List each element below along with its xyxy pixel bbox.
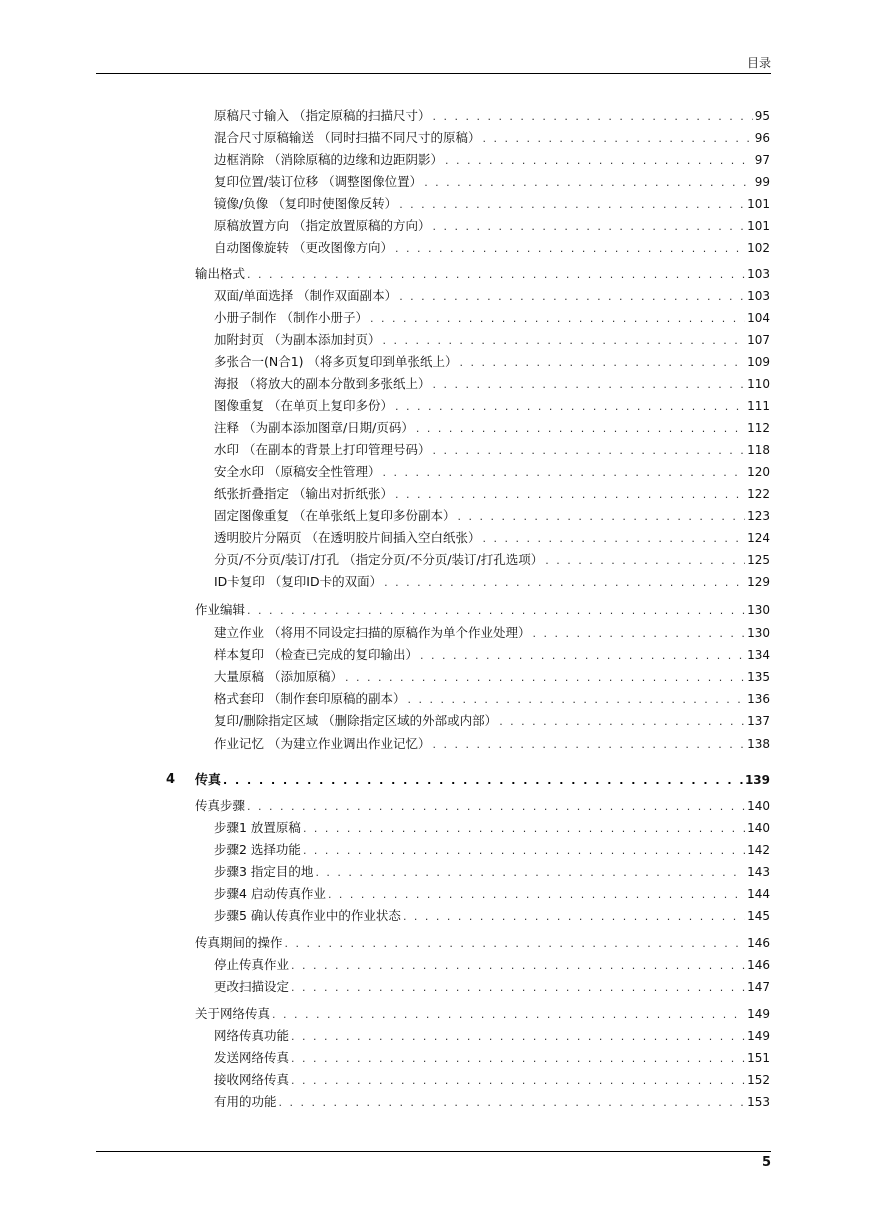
- toc-entry[interactable]: 作业记忆 （为建立作业调出作业记忆） . . . 138: [214, 736, 770, 753]
- toc-entry[interactable]: 步骤1 放置原稿 . . . 140: [214, 820, 770, 837]
- toc-entry[interactable]: 建立作业 （将用不同设定扫描的原稿作为单个作业处理） . . . 130: [214, 625, 770, 642]
- toc-entry[interactable]: 小册子制作 （制作小册子） . . . 104: [214, 310, 770, 327]
- page-ref: 139: [744, 773, 770, 787]
- page-ref: 101: [747, 197, 770, 211]
- leader-dots: [482, 531, 745, 547]
- page-ref: 101: [747, 219, 770, 233]
- page-ref: 118: [747, 443, 770, 457]
- toc-entry[interactable]: 自动图像旋转 （更改图像方向） . . . 102: [214, 240, 770, 257]
- leader-dots: [432, 109, 752, 125]
- page-ref: 151: [747, 1051, 770, 1065]
- leader-dots: [328, 887, 745, 903]
- toc-entry[interactable]: 分页/不分页/装订/打孔 （指定分页/不分页/装订/打孔选项） . . . 125: [214, 552, 770, 569]
- leader-dots: [223, 773, 743, 789]
- page-ref: 111: [747, 399, 770, 413]
- toc-section-network-fax[interactable]: 关于网络传真 . . . 149: [195, 1006, 770, 1023]
- toc-entry[interactable]: 复印位置/装订位移 （调整图像位置） . . . 99: [214, 174, 770, 191]
- toc-entry[interactable]: 混合尺寸原稿输送 （同时扫描不同尺寸的原稿） . . . 96: [214, 130, 770, 147]
- toc-entry[interactable]: 水印 （在副本的背景上打印管理号码） . . . 118: [214, 442, 770, 459]
- toc-entry[interactable]: 有用的功能 . . . 153: [214, 1094, 770, 1111]
- toc-entry[interactable]: 更改扫描设定 . . . 147: [214, 979, 770, 996]
- leader-dots: [272, 1007, 745, 1023]
- page-ref: 149: [747, 1029, 770, 1043]
- page-number: 5: [761, 1155, 771, 1170]
- leader-dots: [291, 1029, 745, 1045]
- leader-dots: [382, 465, 745, 481]
- leader-dots: [291, 958, 745, 974]
- leader-dots: [545, 553, 745, 569]
- leader-dots: [247, 799, 745, 815]
- leader-dots: [407, 692, 745, 708]
- leader-dots: [432, 443, 745, 459]
- leader-dots: [345, 670, 745, 686]
- leader-dots: [499, 714, 745, 730]
- page-ref: 137: [747, 714, 770, 728]
- leader-dots: [420, 648, 745, 664]
- leader-dots: [285, 936, 746, 952]
- leader-dots: [315, 865, 745, 881]
- leader-dots: [457, 509, 745, 525]
- toc-entry[interactable]: 海报 （将放大的副本分散到多张纸上） . . . 110: [214, 376, 770, 393]
- page-ref: 146: [747, 958, 770, 972]
- footer-rule: [96, 1151, 771, 1152]
- page-ref: 125: [747, 553, 770, 567]
- leader-dots: [395, 241, 745, 257]
- page-ref: 142: [747, 843, 770, 857]
- toc-entry[interactable]: 步骤4 启动传真作业 . . . 144: [214, 886, 770, 903]
- toc-entry[interactable]: 复印/删除指定区域 （删除指定区域的外部或内部） . . . 137: [214, 713, 770, 730]
- page-ref: 124: [747, 531, 770, 545]
- page-ref: 138: [747, 737, 770, 751]
- leader-dots: [247, 603, 745, 619]
- page-ref: 130: [747, 626, 770, 640]
- toc-entry[interactable]: 注释 （为副本添加图章/日期/页码） . . . 112: [214, 420, 770, 437]
- toc-entry[interactable]: 安全水印 （原稿安全性管理） . . . 120: [214, 464, 770, 481]
- page-ref: 136: [747, 692, 770, 706]
- toc-section-fax-steps[interactable]: 传真步骤 . . . 140: [195, 798, 770, 815]
- leader-dots: [395, 487, 745, 503]
- leader-dots: [424, 175, 753, 191]
- leader-dots: [532, 626, 745, 642]
- leader-dots: [370, 311, 745, 327]
- page-ref: 112: [747, 421, 770, 435]
- toc-entry[interactable]: 步骤2 选择功能 . . . 142: [214, 842, 770, 859]
- chapter-number: 4: [166, 772, 176, 787]
- toc-entry[interactable]: 格式套印 （制作套印原稿的副本） . . . 136: [214, 691, 770, 708]
- toc-entry[interactable]: 接收网络传真 . . . 152: [214, 1072, 770, 1089]
- page-ref: 143: [747, 865, 770, 879]
- page-ref: 99: [754, 175, 770, 189]
- page-ref: 123: [747, 509, 770, 523]
- leader-dots: [303, 821, 745, 837]
- leader-dots: [432, 737, 745, 753]
- page-ref: 110: [747, 377, 770, 391]
- toc-entry[interactable]: 网络传真功能 . . . 149: [214, 1028, 770, 1045]
- leader-dots: [279, 1095, 746, 1111]
- page-ref: 129: [747, 575, 770, 589]
- toc-entry[interactable]: 纸张折叠指定 （输出对折纸张） . . . 122: [214, 486, 770, 503]
- toc-entry[interactable]: 双面/单面选择 （制作双面副本） . . . 103: [214, 288, 770, 305]
- header-title: 目录: [746, 56, 771, 70]
- toc-entry[interactable]: 大量原稿 （添加原稿） . . . 135: [214, 669, 770, 686]
- toc-entry[interactable]: 原稿尺寸输入 （指定原稿的扫描尺寸） . . . 95: [214, 108, 770, 125]
- leader-dots: [403, 909, 745, 925]
- toc-section-job-editing[interactable]: 作业编辑 . . . 130: [195, 602, 770, 619]
- page-ref: 107: [747, 333, 770, 347]
- toc-entry[interactable]: 边框消除 （消除原稿的边缘和边距阴影） . . . 97: [214, 152, 770, 169]
- page-ref: 135: [747, 670, 770, 684]
- page-ref: 146: [747, 936, 770, 950]
- page-ref: 152: [747, 1073, 770, 1087]
- header-rule: [96, 73, 771, 74]
- page-ref: 95: [754, 109, 770, 123]
- page-ref: 97: [754, 153, 770, 167]
- leader-dots: [432, 219, 745, 235]
- leader-dots: [291, 1051, 745, 1067]
- page-ref: 109: [747, 355, 770, 369]
- toc-entry[interactable]: 样本复印 （检查已完成的复印输出） . . . 134: [214, 647, 770, 664]
- toc-entry[interactable]: 镜像/负像 （复印时使图像反转） . . . 101: [214, 196, 770, 213]
- toc-entry[interactable]: 固定图像重复 （在单张纸上复印多份副本） . . . 123: [214, 508, 770, 525]
- leader-dots: [291, 980, 745, 996]
- leader-dots: [399, 289, 745, 305]
- leader-dots: [445, 153, 753, 169]
- toc-entry[interactable]: 步骤5 确认传真作业中的作业状态 . . . 145: [214, 908, 770, 925]
- leader-dots: [247, 267, 745, 283]
- leader-dots: [432, 377, 745, 393]
- page-ref: 120: [747, 465, 770, 479]
- page-ref: 147: [747, 980, 770, 994]
- page-ref: 153: [747, 1095, 770, 1109]
- leader-dots: [382, 333, 745, 349]
- leader-dots: [460, 355, 746, 371]
- page-ref: 103: [747, 289, 770, 303]
- page-ref: 134: [747, 648, 770, 662]
- leader-dots: [303, 843, 745, 859]
- page-ref: 140: [747, 821, 770, 835]
- toc-section-fax-operations[interactable]: 传真期间的操作 . . . 146: [195, 935, 770, 952]
- page-ref: 102: [747, 241, 770, 255]
- page-ref: 144: [747, 887, 770, 901]
- toc-entry[interactable]: 多张合一(N合1) （将多页复印到单张纸上） . . . 109: [214, 354, 770, 371]
- page-ref: 103: [747, 267, 770, 281]
- page-ref: 96: [754, 131, 770, 145]
- leader-dots: [399, 197, 745, 213]
- page-header: [96, 56, 771, 74]
- page-ref: 104: [747, 311, 770, 325]
- toc-entry[interactable]: 发送网络传真 . . . 151: [214, 1050, 770, 1067]
- leader-dots: [384, 575, 745, 591]
- toc-entry[interactable]: 步骤3 指定目的地 . . . 143: [214, 864, 770, 881]
- toc-entry[interactable]: 透明胶片分隔页 （在透明胶片间插入空白纸张） . . . 124: [214, 530, 770, 547]
- page-ref: 149: [747, 1007, 770, 1021]
- leader-dots: [291, 1073, 745, 1089]
- leader-dots: [416, 421, 745, 437]
- page-ref: 122: [747, 487, 770, 501]
- toc-entry[interactable]: 加附封页 （为副本添加封页） . . . 107: [214, 332, 770, 349]
- leader-dots: [395, 399, 745, 415]
- toc-entry[interactable]: 原稿放置方向 （指定放置原稿的方向） . . . 101: [214, 218, 770, 235]
- toc-entry[interactable]: ID卡复印 （复印ID卡的双面） . . . 129: [214, 574, 770, 591]
- page-ref: 145: [747, 909, 770, 923]
- toc-section-output-format[interactable]: 输出格式 . . . 103: [195, 266, 770, 283]
- leader-dots: [482, 131, 752, 147]
- page-ref: 130: [747, 603, 770, 617]
- page-ref: 140: [747, 799, 770, 813]
- toc-chapter-fax[interactable]: 传真 . . . 139: [195, 772, 770, 789]
- toc-entry[interactable]: 停止传真作业 . . . 146: [214, 957, 770, 974]
- toc-entry[interactable]: 图像重复 （在单页上复印多份） . . . 111: [214, 398, 770, 415]
